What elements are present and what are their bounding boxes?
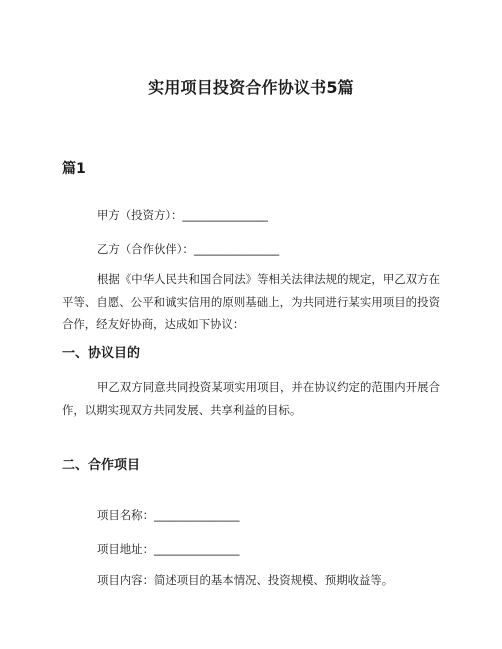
- section2-heading: 二、合作项目: [62, 458, 141, 473]
- document-title: 实用项目投资合作协议书5篇: [148, 78, 354, 97]
- project-name-line: 项目名称：_______________: [97, 508, 240, 522]
- project-address-line: 项目地址：_______________: [97, 542, 240, 556]
- party-a-line: 甲方（投资方）：_______________: [97, 208, 268, 222]
- part-heading: 篇1: [62, 161, 86, 177]
- party-b-line: 乙方（合作伙伴）：_______________: [97, 242, 280, 256]
- section1-heading: 一、协议目的: [62, 346, 141, 361]
- project-content-line: 项目内容：简述项目的基本情况、投资规模、预期收益等。: [97, 573, 394, 587]
- section1-body: 甲乙双方同意共同投资某项实用项目，并在协议约定的范围内开展合作，以期实现双方共同发展、共享利益的目标。: [62, 380, 440, 417]
- intro-paragraph: 根据《中华人民共和国合同法》等相关法律法规的规定，甲乙双方在平等、自愿、公平和诚实信用的原则基础上，为共同进行某实用项目的投资合作，经友好协商，达成如下协议：: [62, 272, 440, 331]
